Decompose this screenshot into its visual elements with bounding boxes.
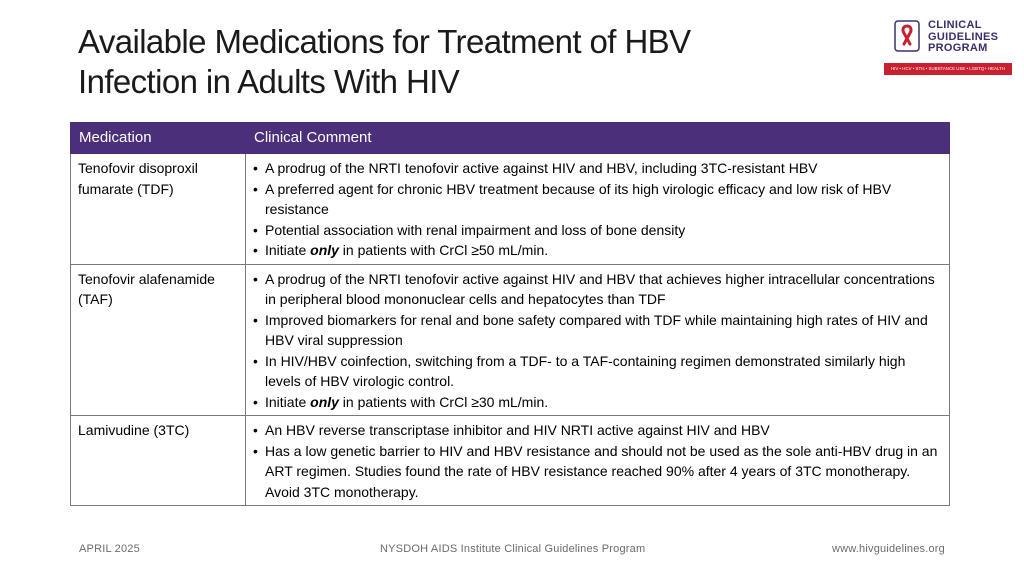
bullet-icon: • — [253, 221, 258, 238]
medications-table — [70, 122, 950, 506]
medication-name: Lamivudine (3TC) — [71, 416, 246, 506]
table-row — [71, 264, 950, 416]
logo-line-1: CLINICAL — [928, 19, 982, 31]
header-clinical-comment: Clinical Comment — [246, 123, 950, 154]
list-item — [253, 310, 942, 351]
footer-program: NYSDOH AIDS Institute Clinical Guidelines Program — [380, 543, 646, 555]
comment-text: A prodrug of the NRTI tenofovir active against HIV and HBV that achieves higher intracellular concentrations in peripheral blood mononuclear cells and hepatocytes than TDF — [265, 270, 935, 307]
slide-title — [78, 22, 858, 102]
table-row — [71, 154, 950, 265]
list-item — [253, 179, 942, 220]
bullet-icon: • — [253, 393, 258, 410]
list-item — [253, 351, 942, 392]
slide-title-line-2: Infection in Adults With HIV — [78, 63, 460, 100]
bullet-icon: • — [253, 352, 258, 369]
clinical-comment-list — [253, 269, 942, 413]
bullet-icon: • — [253, 270, 258, 287]
bullet-icon: • — [253, 160, 258, 176]
comment-text: Potential association with renal impairment and loss of bone density — [265, 221, 686, 238]
comment-text: in patients with CrCl ≥30 mL/min. — [338, 393, 549, 410]
medication-name: Tenofovir alafenamide (TAF) — [71, 264, 246, 416]
comment-text: A preferred agent for chronic HBV treatment because of its high virologic efficacy and low risk of HBV resistance — [265, 180, 892, 217]
clinical-comment-cell — [246, 416, 950, 506]
footer-date: APRIL 2025 — [79, 543, 140, 555]
comment-text: in patients with CrCl ≥50 mL/min. — [338, 242, 549, 258]
bullet-icon: • — [253, 311, 258, 328]
list-item — [253, 220, 942, 241]
clinical-comment-list — [253, 158, 942, 261]
logo-wordmark — [928, 20, 998, 55]
footer-url[interactable]: www.hivguidelines.org — [831, 543, 945, 555]
comment-text: An HBV reverse transcriptase inhibitor and HIV NRTI active against HIV and HBV — [265, 422, 770, 438]
awareness-ribbon-icon — [894, 20, 920, 52]
bullet-icon: • — [253, 180, 258, 197]
clinical-comment-cell — [246, 154, 950, 265]
list-item — [253, 392, 942, 413]
table-header-row — [71, 123, 950, 154]
comment-text: Improved biomarkers for renal and bone safety compared with TDF while maintaining high rates of HIV and HBV viral suppression — [265, 311, 928, 348]
list-item — [253, 441, 942, 503]
slide-title-line-1: Available Medications for Treatment of HBV — [78, 23, 691, 60]
medication-name: Tenofovir disoproxil fumarate (TDF) — [71, 154, 246, 265]
emphasis-text: only — [310, 393, 339, 410]
list-item — [253, 269, 942, 310]
list-item — [253, 420, 942, 441]
clinical-guidelines-logo — [884, 18, 1012, 78]
clinical-comment-cell — [246, 264, 950, 416]
comment-text: In HIV/HBV coinfection, switching from a TDF- to a TAF-containing regimen demonstrated similarly high levels of HBV virologic control. — [265, 352, 906, 389]
header-medication: Medication — [71, 123, 246, 154]
comment-text: A prodrug of the NRTI tenofovir active against HIV and HBV, including 3TC-resistant HBV — [265, 160, 818, 176]
bullet-icon: • — [253, 442, 258, 459]
clinical-comment-list — [253, 420, 942, 502]
logo-tagline: HIV • HCV • STIs • SUBSTANCE USE • LGBTQ+ HEALTH — [884, 63, 1012, 75]
comment-text: Initiate — [265, 242, 311, 258]
logo-line-3: PROGRAM — [928, 42, 988, 54]
logo-line-2: GUIDELINES — [928, 30, 999, 43]
bullet-icon: • — [253, 422, 258, 438]
list-item — [253, 158, 942, 179]
list-item — [253, 240, 942, 261]
comment-text: Initiate — [265, 393, 311, 410]
emphasis-text: only — [310, 242, 339, 258]
bullet-icon: • — [253, 242, 258, 258]
comment-text: Has a low genetic barrier to HIV and HBV resistance and should not be used as the sole anti-HBV drug in an ART regimen. Studies found the rate of HBV resistance reached 90% after 4 years of 3TC monotherapy. Avoid 3TC monotherapy. — [265, 442, 938, 500]
table-row — [71, 416, 950, 506]
